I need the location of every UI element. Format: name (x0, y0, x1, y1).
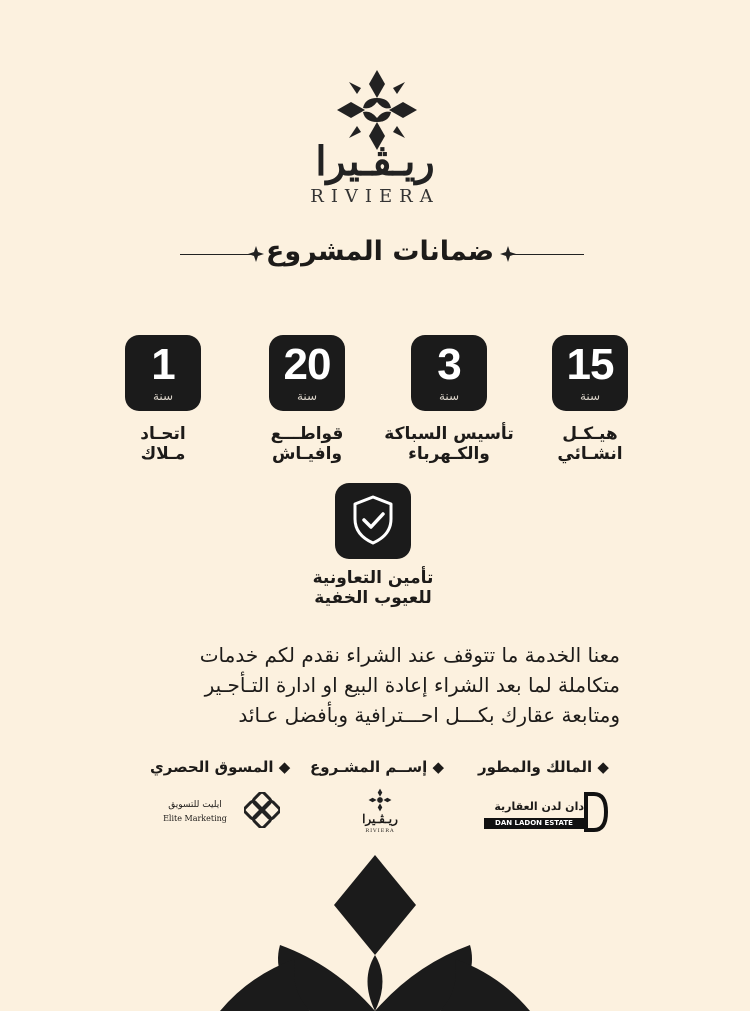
project-label-text: إســم المشـروع (310, 758, 428, 776)
caption-line: قواطـــع (270, 424, 344, 444)
caption-line: للعيوب الخفية (314, 588, 432, 608)
caption-line: اتحـاد (140, 424, 186, 444)
title-divider-right (512, 254, 584, 255)
insurance-badge (335, 483, 411, 559)
badge-number: 3 (437, 340, 461, 389)
description-line: ومتابعة عقارك بكـــل احـــترافية وبأفضل عـائد (238, 703, 620, 727)
service-description (110, 640, 620, 730)
caption-line: والكـهرباء (408, 444, 490, 464)
caption-line: انشـائي (557, 444, 623, 464)
riviera-small-arabic: ريـڤـيرا (362, 812, 398, 826)
guarantee-badge-owners-union (125, 335, 201, 411)
caption-line: هيـكـل (562, 424, 618, 444)
dan-letter-d-icon (584, 792, 608, 832)
bullet-icon: ◆ (592, 758, 609, 776)
badge-number: 15 (566, 340, 614, 389)
decorative-flower-icon (220, 855, 530, 1011)
insurance-caption (303, 568, 443, 608)
guarantee-caption-owners-union (93, 424, 233, 464)
brand-name-arabic: ريـڤـيرا (315, 138, 435, 185)
section-title-row (170, 236, 590, 272)
shield-check-icon (335, 483, 411, 559)
riviera-small-english: RIVIERA (365, 828, 395, 834)
dan-logo-arabic: دان لدن العقارية (494, 800, 584, 813)
guarantee-badge-plumbing (411, 335, 487, 411)
project-label (310, 758, 444, 776)
elite-logo-english: Elite Marketing (163, 814, 227, 823)
badge-unit: سنة (152, 389, 174, 403)
dan-logo-english: DAN LADON ESTATE (484, 818, 584, 829)
badge-unit: سنة (296, 389, 318, 403)
badge-number: 20 (283, 340, 331, 389)
description-line: متكاملة لما بعد الشراء إعادة البيع او ادارة التـأجـير (204, 673, 620, 697)
bullet-icon: ◆ (273, 758, 291, 776)
guarantee-caption-plumbing (379, 424, 519, 464)
guarantee-caption-switches (237, 424, 377, 464)
owner-label (478, 758, 609, 776)
badge-unit: سنة (579, 389, 601, 403)
caption-line: تأسيس السباكة (384, 424, 514, 444)
caption-line: مـلاك (140, 444, 186, 464)
guarantee-badge-switches (269, 335, 345, 411)
badge-unit: سنة (438, 389, 460, 403)
riviera-logo-icon (368, 788, 392, 812)
elite-knot-icon (244, 792, 280, 828)
description-line: معنا الخدمة ما تتوقف عند الشراء نقدم لكم خدمات (199, 643, 620, 667)
elite-logo-arabic: ايليت للتسويق (168, 800, 222, 810)
marketer-label-text: المسوق الحصري (150, 758, 274, 776)
bullet-icon: ◆ (427, 758, 445, 776)
guarantee-badge-structure (552, 335, 628, 411)
badge-number: 1 (151, 340, 175, 389)
brand-name-english: RIVIERA (310, 186, 440, 207)
owner-label-text: المالك والمطور (478, 758, 593, 776)
caption-line: تأمين التعاونية (312, 568, 434, 588)
marketer-label (150, 758, 290, 776)
caption-line: وافيـاش (271, 444, 343, 464)
riviera-small-logo (355, 788, 405, 836)
section-title: ضمانات المشروع (265, 236, 495, 267)
elite-marketing-logo (160, 790, 280, 830)
dan-ladon-logo (484, 792, 608, 832)
guarantee-caption-structure (520, 424, 660, 464)
